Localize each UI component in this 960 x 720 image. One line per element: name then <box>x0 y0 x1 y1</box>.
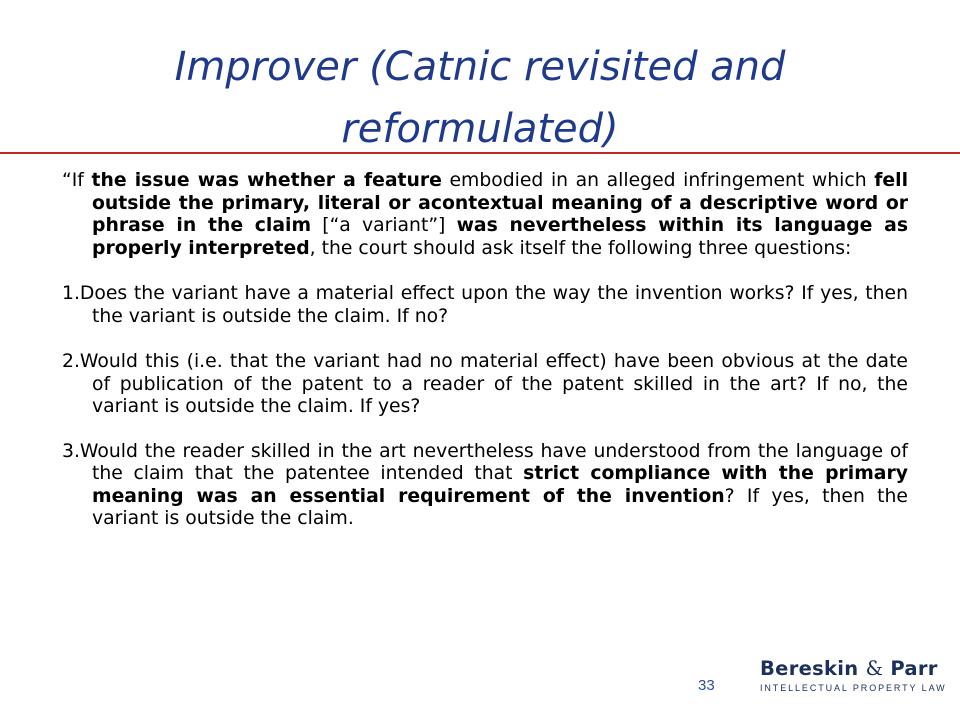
emphasized-text: was nevertheless within its language as properly interpreted <box>92 215 909 259</box>
emphasized-text: the issue was whether a feature <box>91 170 442 191</box>
question-3-paragraph <box>62 441 908 531</box>
question-1-paragraph <box>62 283 908 328</box>
logo-name-part-2: Parr <box>890 657 938 680</box>
body-text: embodied in an alleged infringement which <box>441 170 875 191</box>
slide-title-line-1: Improver (Catnic revisited and <box>174 44 786 90</box>
page-number: 33 <box>698 677 715 694</box>
logo-tagline: INTELLECTUAL PROPERTY LAW <box>760 683 947 693</box>
question-2-paragraph <box>62 351 908 419</box>
slide-title-line-2: reformulated) <box>341 106 619 152</box>
body-text: 1.Does the variant have a material effect upon the way the invention works? If yes, then the variant is outside the claim. If no? <box>62 283 908 327</box>
intro-paragraph <box>62 170 908 260</box>
emphasized-text: strict compliance with the primary meaning was an essential requirement of the invention <box>92 463 908 507</box>
body-text: 3.Would the reader skilled in the art nevertheless have understood from the language of the claim that the patentee intended that <box>62 440 908 484</box>
slide-title <box>60 36 900 160</box>
logo-wordmark <box>760 657 938 681</box>
logo-name-part-1: Bereskin <box>760 657 859 680</box>
body-text: “If <box>62 170 92 191</box>
body-text: 2.Would this (i.e. that the variant had no material effect) have been obvious at the date of publication of the patent to a reader of the patent skilled in the art? If no, the variant is outside the claim. If yes? <box>62 351 908 417</box>
title-divider <box>0 152 960 154</box>
body-text: [“a variant”] <box>311 215 457 236</box>
emphasized-text: fell outside the primary, literal or acontextual meaning of a descriptive word or phrase in the claim <box>92 170 909 236</box>
bereskin-parr-logo <box>760 657 947 703</box>
body-text: , the court should ask itself the following three questions: <box>309 237 852 259</box>
body-text: ? If yes, then the variant is outside the claim. <box>92 485 908 529</box>
logo-ampersand: & <box>865 657 884 680</box>
slide-body <box>62 170 908 531</box>
